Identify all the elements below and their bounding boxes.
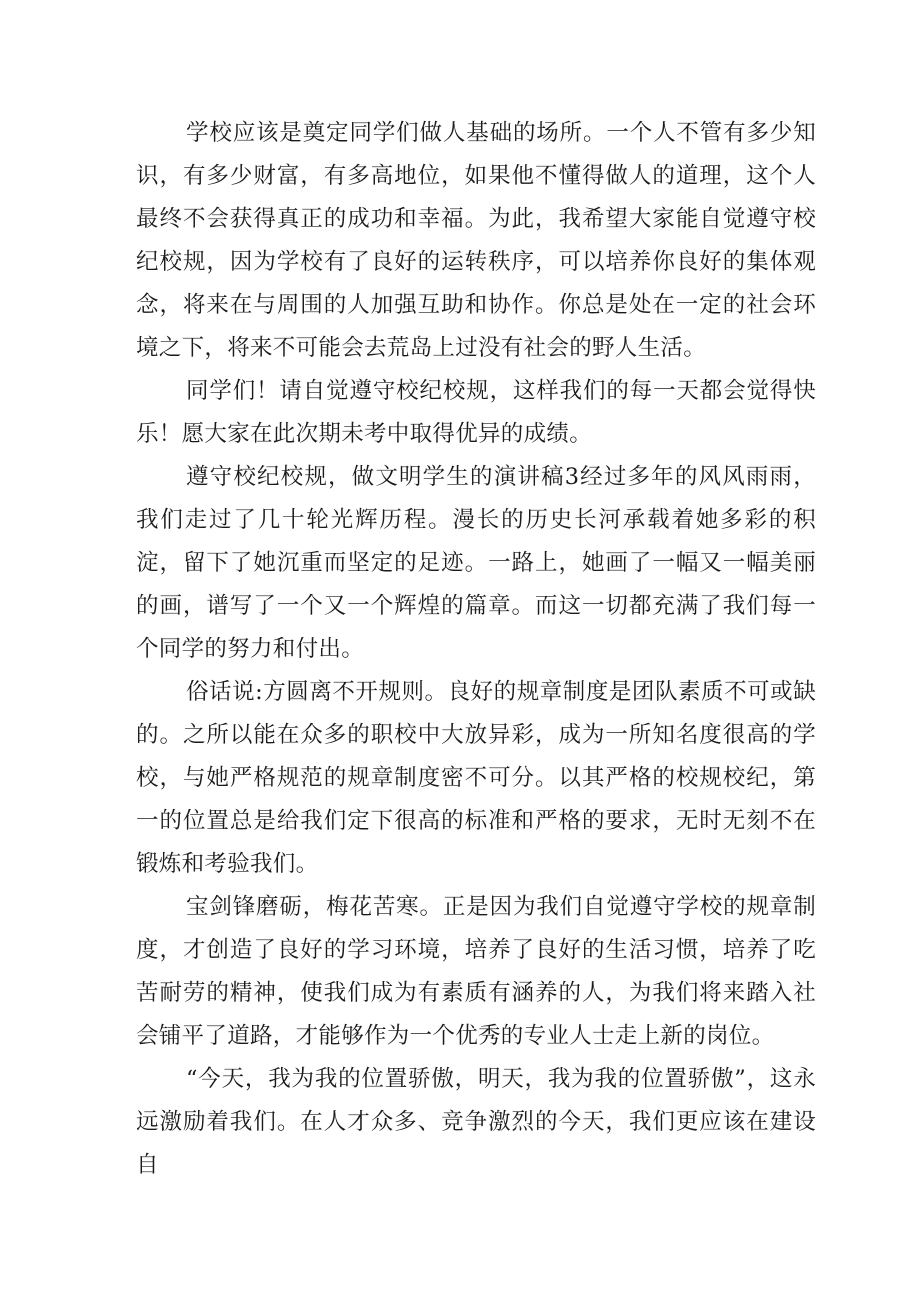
paragraph-5: 宝剑锋磨砺，梅花苦寒。正是因为我们自觉遵守学校的规章制度，才创造了良好的学习环境，培养了良好的生活习惯，培养了吃苦耐劳的精神，使我们成为有素质有涵养的人，为我们将来踏入社会铺平了道路，才能够作为一个优秀的专业人士走上新的岗位。 (136, 894, 816, 1049)
paragraph-4: 俗话说:方圆离不开规则。良好的规章制度是团队素质不可或缺的。之所以能在众多的职校中大放异彩，成为一所知名度很高的学校，与她严格规范的规章制度密不可分。以其严格的校规校纪，第一的位置总是给我们定下很高的标准和严格的要求，无时无刻不在锻炼和考验我们。 (136, 679, 816, 877)
paragraph-3: 遵守校纪校规，做文明学生的演讲稿3经过多年的风风雨雨，我们走过了几十轮光辉历程。漫长的历史长河承载着她多彩的积淀，留下了她沉重而坚定的足迹。一路上，她画了一幅又一幅美丽的画，谱写了一个又一个辉煌的篇章。而这一切都充满了我们每一个同学的努力和付出。 (136, 464, 816, 662)
paragraph-6: “今天，我为我的位置骄傲，明天，我为我的位置骄傲”，这永远激励着我们。在人才众多、竞争激烈的今天，我们更应该在建设自 (136, 1066, 816, 1178)
paragraph-2: 同学们！请自觉遵守校纪校规，这样我们的每一天都会觉得快乐！愿大家在此次期未考中取得优异的成绩。 (136, 378, 816, 447)
document-body (136, 112, 816, 1187)
paragraph-1: 学校应该是奠定同学们做人基础的场所。一个人不管有多少知识，有多少财富，有多高地位，如果他不懂得做人的道理，这个人最终不会获得真正的成功和幸福。为此，我希望大家能自觉遵守校纪校规，因为学校有了良好的运转秩序，可以培养你良好的集体观念，将来在与周围的人加强互助和协作。你总是处在一定的社会环境之下，将来不可能会去荒岛上过没有社会的野人生活。 (136, 120, 816, 361)
